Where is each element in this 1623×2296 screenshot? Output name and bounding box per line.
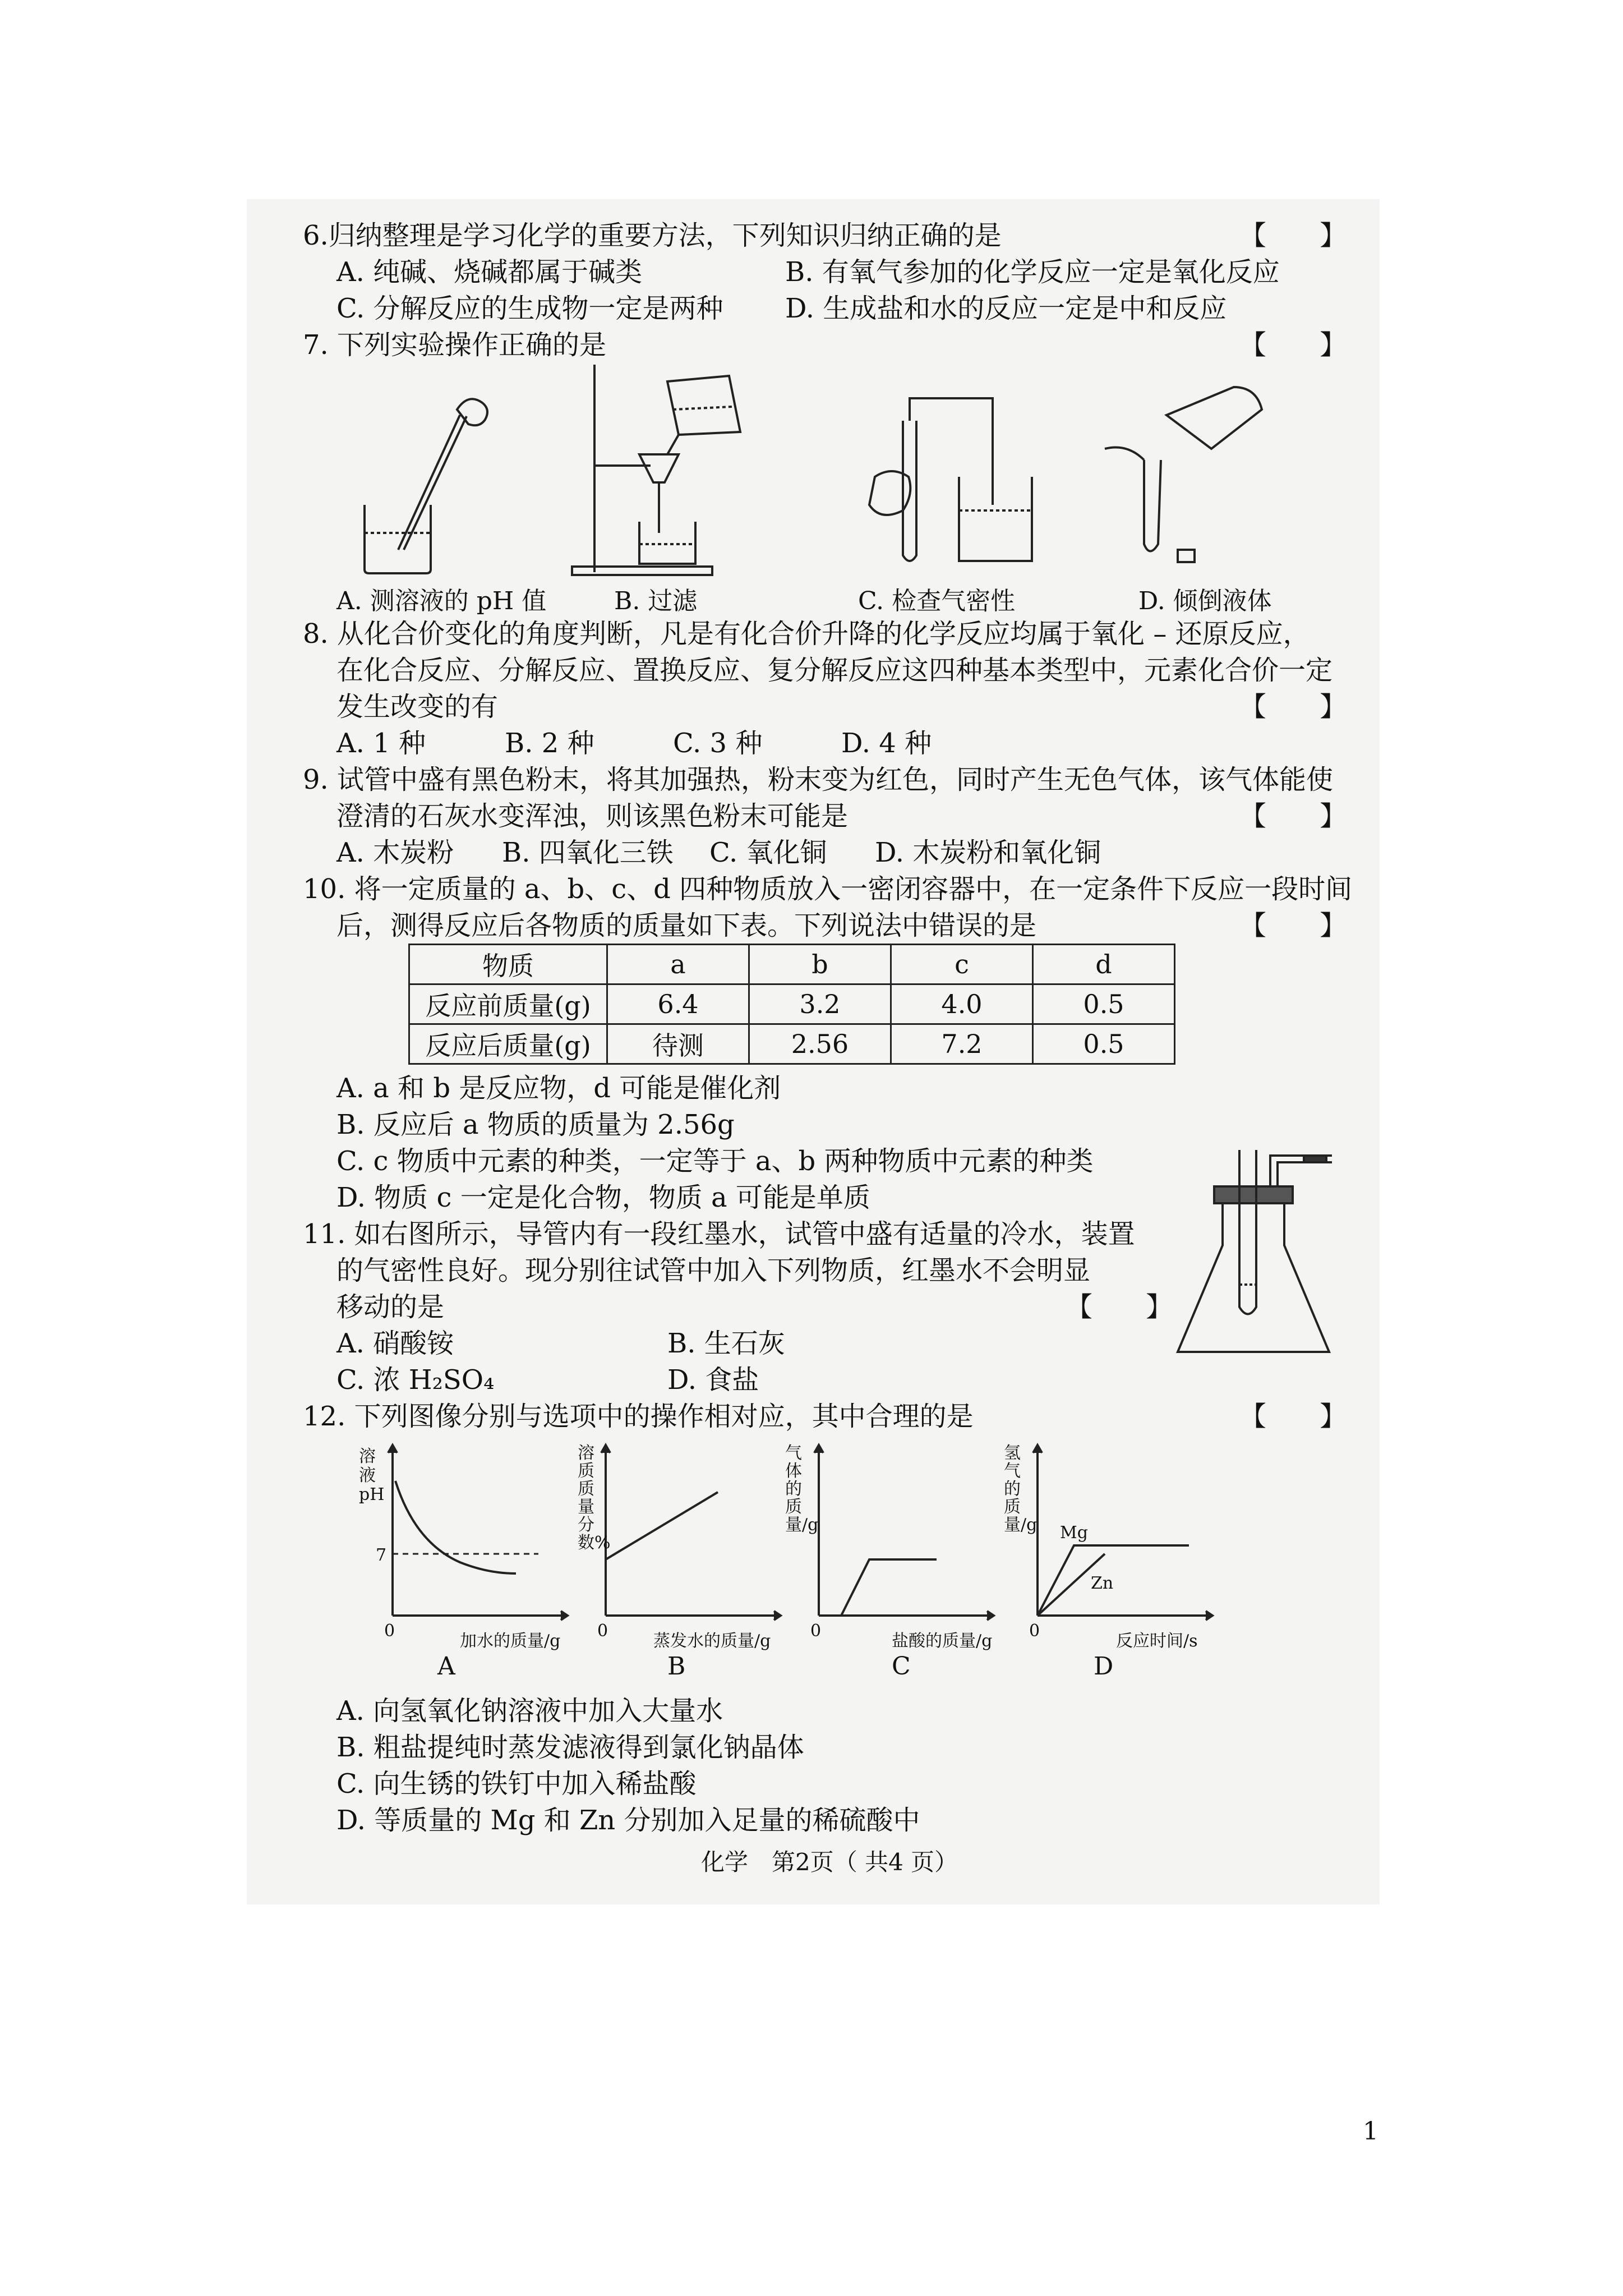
q12-stem: 12. 下列图像分别与选项中的操作相对应，其中合理的是 bbox=[303, 1401, 974, 1432]
ph-test-illustration bbox=[365, 399, 487, 573]
q11-bracket: 【 】 bbox=[1066, 1291, 1196, 1323]
q12-option-a: A. 向氢氧化钠溶液中加入大量水 bbox=[336, 1695, 723, 1727]
q12-option-d: D. 等质量的 Mg 和 Zn 分别加入足量的稀硫酸中 bbox=[336, 1805, 920, 1836]
q8-option-d: D. 4 种 bbox=[841, 728, 932, 759]
q10-option-b: B. 反应后 a 物质的质量为 2.56g bbox=[336, 1109, 735, 1140]
graph-d-origin: 0 bbox=[1029, 1621, 1040, 1641]
page-number: 1 bbox=[1363, 2117, 1378, 2146]
graph-a-letter: A bbox=[437, 1652, 455, 1681]
q9-option-a: A. 木炭粉 bbox=[336, 837, 454, 868]
q9-option-b: B. 四氧化三铁 bbox=[502, 837, 674, 868]
q8-option-c: C. 3 种 bbox=[673, 728, 763, 759]
q12-bracket: 【 】 bbox=[1239, 1401, 1370, 1432]
table-cell: 6.4 bbox=[607, 984, 749, 1024]
q8-line-2: 在化合反应、分解反应、置换反应、复分解反应这四种基本类型中，元素化合价一定 bbox=[336, 655, 1333, 686]
q7-caption-d: D. 倾倒液体 bbox=[1138, 587, 1272, 615]
q8-bracket: 【 】 bbox=[1239, 691, 1370, 723]
q7-caption-c: C. 检查气密性 bbox=[858, 587, 1016, 615]
table-cell: 反应前质量(g) bbox=[409, 984, 607, 1024]
table-cell: 物质 bbox=[409, 945, 607, 984]
q7-bracket: 【 】 bbox=[1239, 329, 1370, 361]
graph-d-series-zn: Zn bbox=[1091, 1573, 1114, 1593]
table-row bbox=[409, 984, 1175, 1024]
q6-option-a: A. 纯碱、烧碱都属于碱类 bbox=[336, 256, 643, 288]
graph-d-ylabel: 氢气的质量/g bbox=[1004, 1443, 1038, 1535]
airtightness-illustration bbox=[869, 398, 1032, 561]
q9-bracket: 【 】 bbox=[1239, 800, 1370, 832]
q11-option-b: B. 生石灰 bbox=[667, 1328, 785, 1359]
table-cell: c bbox=[891, 945, 1033, 984]
q10-option-d: D. 物质 c 一定是化合物，物质 a 可能是单质 bbox=[336, 1182, 870, 1213]
q9-line-1: 9. 试管中盛有黑色粉末，将其加强热，粉末变为红色，同时产生无色气体，该气体能使 bbox=[303, 764, 1334, 795]
q6-stem: 6.归纳整理是学习化学的重要方法，下列知识归纳正确的是 bbox=[303, 220, 1002, 251]
graph-a-xlabel: 加水的质量/g bbox=[460, 1631, 561, 1651]
graph-c-origin: 0 bbox=[810, 1621, 822, 1641]
graph-b bbox=[594, 1442, 785, 1627]
graph-b-origin: 0 bbox=[597, 1621, 608, 1641]
page-footer: 化学 第2页（ 共4 页） bbox=[701, 1848, 958, 1876]
q6-option-d: D. 生成盐和水的反应一定是中和反应 bbox=[785, 293, 1227, 324]
q10-option-a: A. a 和 b 是反应物，d 可能是催化剂 bbox=[336, 1073, 781, 1104]
q9-option-d: D. 木炭粉和氧化铜 bbox=[875, 837, 1101, 868]
table-cell: 0.5 bbox=[1033, 1024, 1175, 1064]
q9-line-2: 澄清的石灰水变浑浊，则该黑色粉末可能是 bbox=[336, 800, 849, 832]
q12-option-b: B. 粗盐提纯时蒸发滤液得到氯化钠晶体 bbox=[336, 1732, 804, 1763]
q10-line-2: 后，测得反应后各物质的质量如下表。下列说法中错误的是 bbox=[336, 910, 1037, 941]
table-cell: d bbox=[1033, 945, 1175, 984]
q10-mass-table bbox=[408, 944, 1175, 1065]
q7-stem: 7. 下列实验操作正确的是 bbox=[303, 329, 607, 361]
graph-a-tick: 7 bbox=[376, 1545, 387, 1565]
q10-bracket: 【 】 bbox=[1239, 910, 1370, 941]
graph-a bbox=[381, 1442, 572, 1627]
q11-line-2: 的气密性良好。现分别往试管中加入下列物质，红墨水不会明显 bbox=[336, 1255, 1091, 1286]
table-cell: a bbox=[607, 945, 749, 984]
table-cell: b bbox=[749, 945, 891, 984]
graph-d-series-mg: Mg bbox=[1060, 1523, 1088, 1543]
graph-a-ylabel: 溶液pH bbox=[359, 1447, 385, 1504]
table-cell: 4.0 bbox=[891, 984, 1033, 1024]
graph-b-letter: B bbox=[667, 1652, 686, 1681]
table-cell: 待测 bbox=[607, 1024, 749, 1064]
graph-d-letter: D bbox=[1094, 1652, 1114, 1681]
graph-c-ylabel: 气体的质量/g bbox=[785, 1443, 819, 1535]
graph-b-xlabel: 蒸发水的质量/g bbox=[653, 1631, 771, 1651]
q11-option-a: A. 硝酸铵 bbox=[336, 1328, 454, 1359]
graph-c-letter: C bbox=[892, 1652, 911, 1681]
graph-d-xlabel: 反应时间/s bbox=[1116, 1631, 1198, 1651]
q9-option-c: C. 氧化铜 bbox=[709, 837, 827, 868]
table-cell: 7.2 bbox=[891, 1024, 1033, 1064]
q11-line-3: 移动的是 bbox=[336, 1291, 445, 1323]
graph-c-xlabel: 盐酸的质量/g bbox=[892, 1631, 993, 1651]
q12-option-c: C. 向生锈的铁钉中加入稀盐酸 bbox=[336, 1768, 697, 1800]
q11-option-d: D. 食盐 bbox=[667, 1364, 759, 1396]
q11-flask-illustration bbox=[1166, 1139, 1340, 1363]
q8-option-a: A. 1 种 bbox=[336, 728, 426, 759]
table-cell: 3.2 bbox=[749, 984, 891, 1024]
graph-b-ylabel: 溶质质量分数% bbox=[578, 1443, 611, 1553]
q11-line-1: 11. 如右图所示，导管内有一段红墨水，试管中盛有适量的冷水，装置 bbox=[303, 1218, 1135, 1250]
table-row bbox=[409, 1024, 1175, 1064]
table-header-row bbox=[409, 945, 1175, 984]
q7-caption-b: B. 过滤 bbox=[614, 587, 698, 615]
graph-c bbox=[808, 1442, 998, 1627]
q8-option-b: B. 2 种 bbox=[505, 728, 594, 759]
table-cell: 2.56 bbox=[749, 1024, 891, 1064]
graph-a-origin: 0 bbox=[384, 1621, 395, 1641]
q7-caption-a: A. 测溶液的 pH 值 bbox=[336, 587, 547, 615]
q10-option-c: C. c 物质中元素的种类，一定等于 a、b 两种物质中元素的种类 bbox=[336, 1145, 1094, 1177]
filtration-illustration bbox=[572, 365, 740, 575]
q10-line-1: 10. 将一定质量的 a、b、c、d 四种物质放入一密闭容器中，在一定条件下反应一段时间 bbox=[303, 873, 1353, 905]
table-cell: 反应后质量(g) bbox=[409, 1024, 607, 1064]
pouring-liquid-illustration bbox=[1105, 387, 1262, 562]
q6-option-c: C. 分解反应的生成物一定是两种 bbox=[336, 293, 723, 324]
q11-option-c: C. 浓 H₂SO₄ bbox=[336, 1364, 495, 1396]
q8-line-3: 发生改变的有 bbox=[336, 691, 499, 723]
q6-option-b: B. 有氧气参加的化学反应一定是氧化反应 bbox=[785, 256, 1280, 288]
graph-d bbox=[1026, 1442, 1217, 1627]
table-cell: 0.5 bbox=[1033, 984, 1175, 1024]
q8-line-1: 8. 从化合价变化的角度判断，凡是有化合价升降的化学反应均属于氧化 – 还原反应， bbox=[303, 618, 1310, 650]
q7-apparatus-illustrations bbox=[336, 365, 1324, 578]
q6-bracket: 【 】 bbox=[1239, 220, 1370, 251]
